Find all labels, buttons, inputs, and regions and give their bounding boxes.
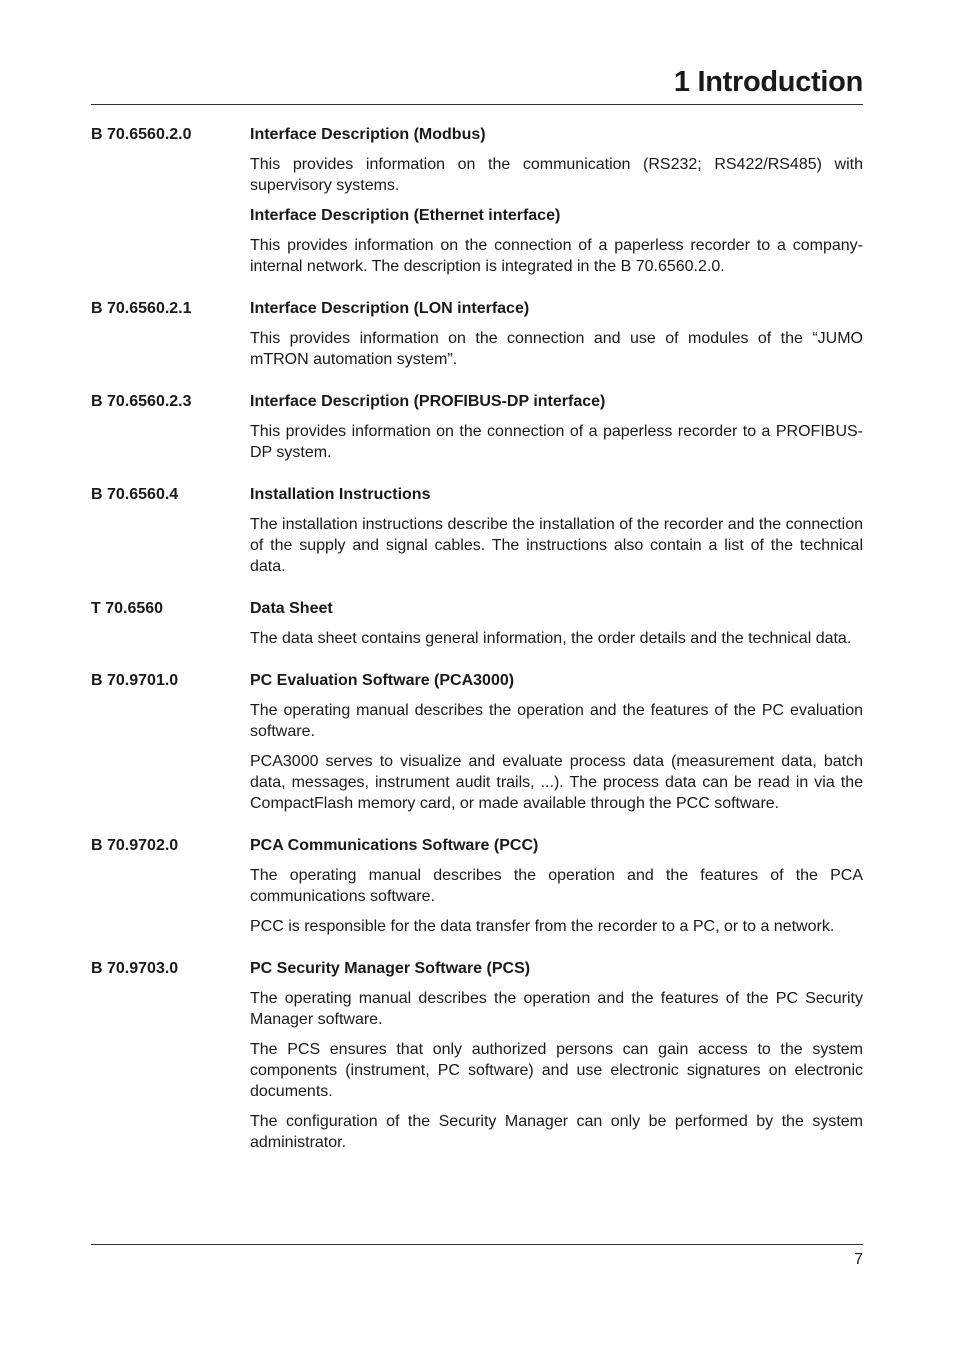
document-entry <box>91 835 863 937</box>
document-entry <box>91 298 863 370</box>
description-paragraph: The PCS ensures that only authorized persons can gain access to the system components (instrument, PC software) and use electronic signatures on electronic documents. <box>250 1041 863 1100</box>
document-description <box>250 124 863 277</box>
document-code: B 70.6560.4 <box>91 486 179 503</box>
page-footer <box>91 1244 863 1268</box>
document-code: B 70.9702.0 <box>91 837 179 854</box>
document-description <box>250 958 863 1153</box>
document-title: Interface Description (PROFIBUS-DP interface) <box>250 393 606 410</box>
description-paragraph: The data sheet contains general information, the order details and the technical data. <box>250 630 852 647</box>
document-title: PC Evaluation Software (PCA3000) <box>250 672 515 689</box>
description-paragraph: This provides information on the connection and use of modules of the “JUMO mTRON automation system”. <box>250 330 863 368</box>
description-paragraph: The operating manual describes the operation and the features of the PC evaluation software. <box>250 702 863 740</box>
description-paragraph: The operating manual describes the operation and the features of the PCA communications software. <box>250 867 863 905</box>
document-entry <box>91 124 863 277</box>
description-paragraph: This provides information on the communication (RS232; RS422/RS485) with supervisory systems. <box>250 156 863 194</box>
page-header <box>91 64 863 105</box>
description-paragraph: PCA3000 serves to visualize and evaluate process data (measurement data, batch data, messages, instrument audit trails, ...). The process data can be read in via the CompactFlash memory card, or made available through the PCC software. <box>250 753 863 812</box>
document-description <box>250 670 863 814</box>
document-title: PCA Communications Software (PCC) <box>250 837 539 854</box>
page-title: 1 Introduction <box>673 66 863 98</box>
document-content <box>91 124 863 1174</box>
document-entry <box>91 958 863 1153</box>
document-title: Interface Description (Ethernet interface) <box>250 207 561 224</box>
document-code: B 70.9703.0 <box>91 960 179 977</box>
document-code: B 70.6560.2.1 <box>91 300 192 317</box>
document-code: B 70.6560.2.0 <box>91 126 192 143</box>
document-title: Interface Description (Modbus) <box>250 126 486 143</box>
description-paragraph: This provides information on the connection of a paperless recorder to a company-internal network. The description is integrated in the B 70.6560.2.0. <box>250 237 863 275</box>
document-entry <box>91 670 863 814</box>
description-paragraph: PCC is responsible for the data transfer from the recorder to a PC, or to a network. <box>250 918 835 935</box>
description-paragraph: This provides information on the connection of a paperless recorder to a PROFIBUS-DP system. <box>250 423 863 461</box>
document-entry <box>91 598 863 649</box>
document-code: B 70.6560.2.3 <box>91 393 192 410</box>
document-code: B 70.9701.0 <box>91 672 179 689</box>
document-entry <box>91 391 863 463</box>
description-paragraph: The operating manual describes the operation and the features of the PC Security Manager software. <box>250 990 863 1028</box>
document-code: T 70.6560 <box>91 600 164 617</box>
document-description <box>250 298 863 370</box>
document-title: Interface Description (LON interface) <box>250 300 530 317</box>
document-title: Installation Instructions <box>250 486 431 503</box>
description-paragraph: The installation instructions describe the installation of the recorder and the connection of the supply and signal cables. The instructions also contain a list of the technical data. <box>250 516 863 575</box>
document-entry <box>91 484 863 577</box>
page-number: 7 <box>854 1251 863 1268</box>
description-paragraph: The configuration of the Security Manager can only be performed by the system administrator. <box>250 1113 863 1151</box>
document-description <box>250 598 863 649</box>
document-description <box>250 391 863 463</box>
document-title: Data Sheet <box>250 600 333 617</box>
document-description <box>250 484 863 577</box>
document-description <box>250 835 863 937</box>
document-title: PC Security Manager Software (PCS) <box>250 960 531 977</box>
